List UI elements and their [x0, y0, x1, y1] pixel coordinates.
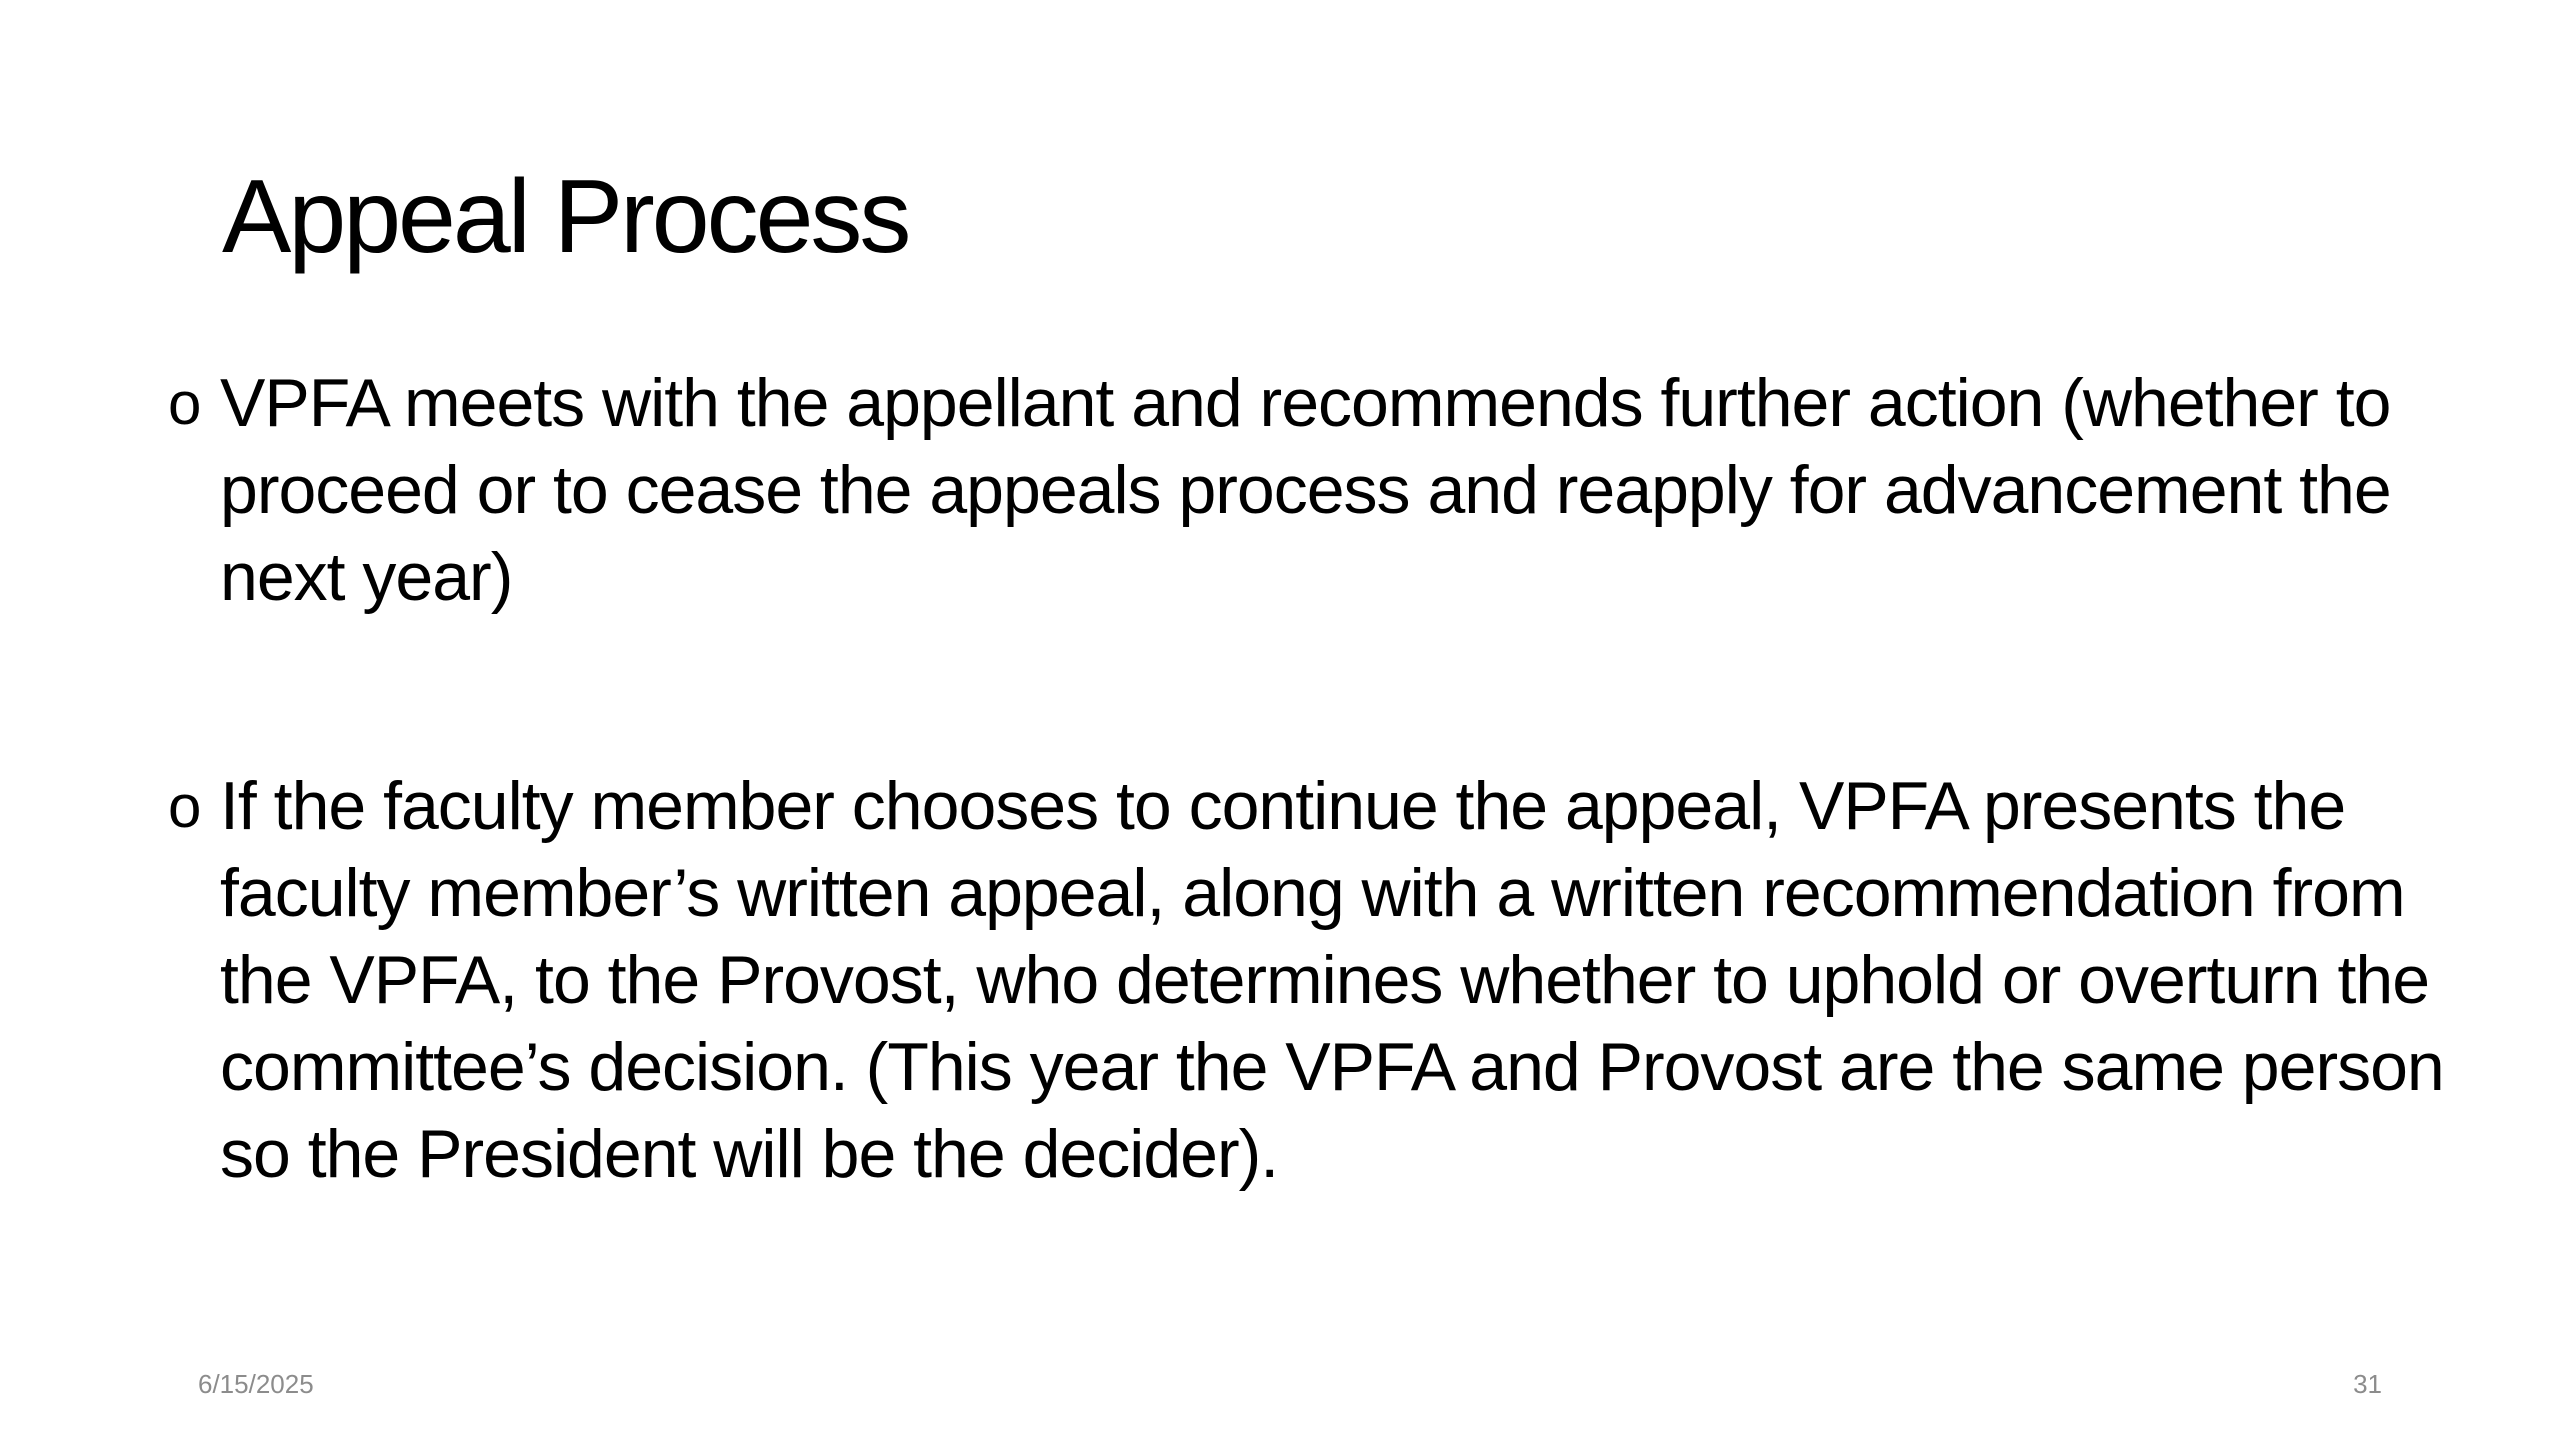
bullet-text: VPFA meets with the appellant and recommends further action (whether to proceed or to cease the appeals process and reapply for advancement the next year) — [220, 365, 2391, 615]
footer-date: 6/15/2025 — [198, 1369, 314, 1399]
bullet-list — [168, 360, 2488, 1198]
slide-title: Appeal Process — [222, 159, 909, 275]
bullet-text: If the faculty member chooses to continue the appeal, VPFA presents the faculty member’s written appeal, along with a written recommendation from the VPFA, to the Provost, who determines whether to uphold or overturn the committee’s decision. (This year the VPFA and Provost are the same person so the President will be the decider). — [220, 768, 2444, 1192]
bullet-item — [168, 360, 2488, 621]
bullet-circle-icon: o — [168, 773, 201, 840]
bullet-item — [168, 763, 2488, 1198]
bullet-circle-icon: o — [168, 370, 201, 437]
page-number: 31 — [2353, 1369, 2382, 1399]
